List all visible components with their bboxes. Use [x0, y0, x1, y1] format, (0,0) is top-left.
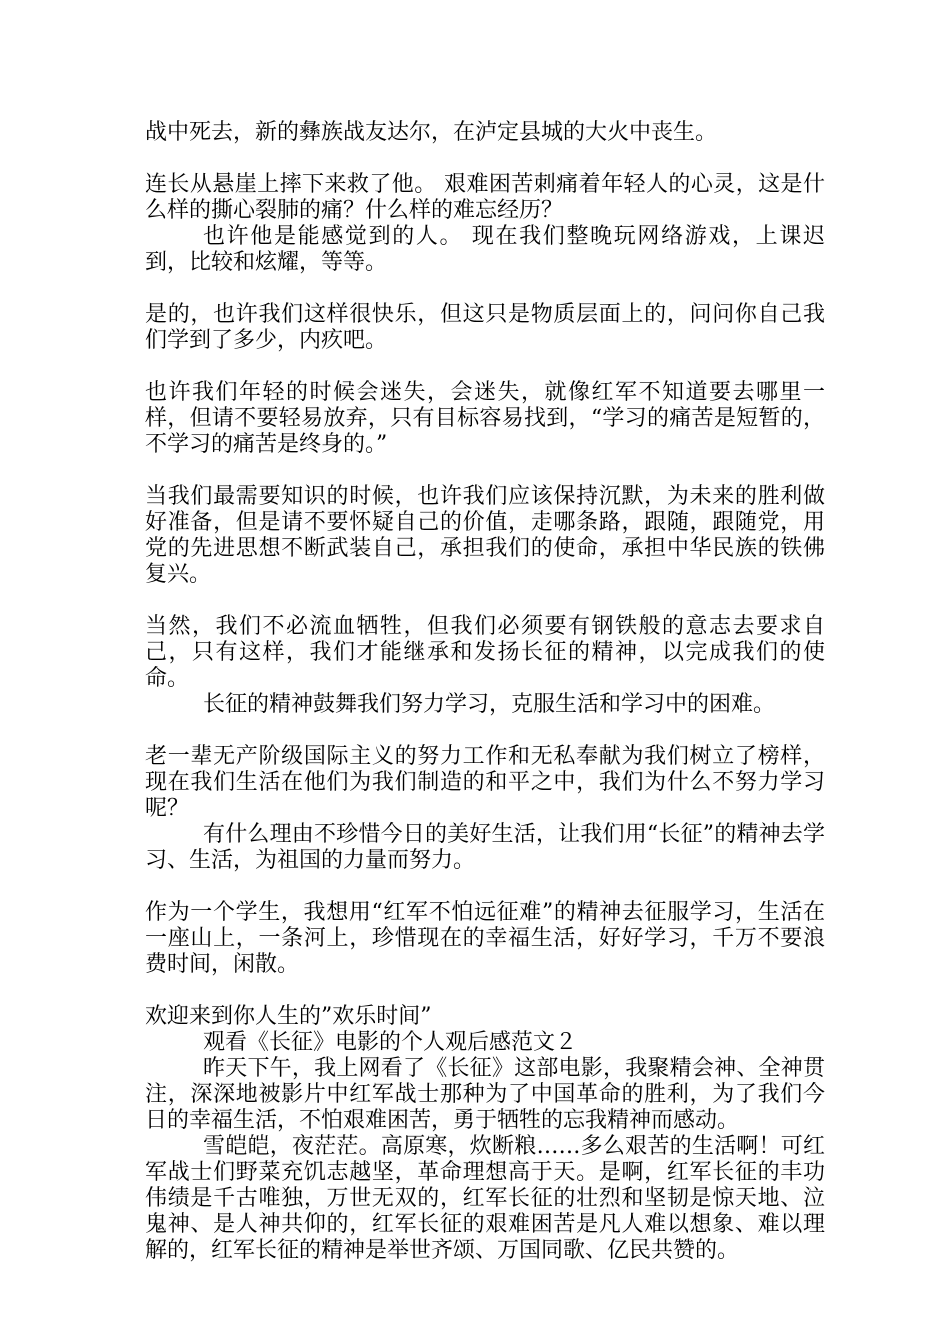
paragraph-5: 也许我们年轻的时候会迷失，会迷失，就像红军不知道要去哪里一样，但请不要轻易放弃，只有目标容易找到，“学习的痛苦是短暂的，不学习的痛苦是终身的。” [145, 380, 825, 457]
paragraph-8: 长征的精神鼓舞我们努力学习，克服生活和学习中的困难。 [203, 692, 776, 717]
paragraph-6: 当我们最需要知识的时候，也许我们应该保持沉默，为未来的胜利做好准备，但是请不要怀疑自己的价值，走哪条路，跟随，跟随党，用党的先进思想不断武装自己，承担我们的使命，承担中华民族的铁佛复兴。 [145, 484, 825, 587]
paragraph-10: 有什么理由不珍惜今日的美好生活，让我们用“长征”的精神去学习、生活，为祖国的力量而努力。 [145, 822, 825, 873]
paragraph-1: 战中死去，新的彝族战友达尔，在泸定县城的大火中丧生。 [145, 120, 718, 145]
paragraph-14: 雪皑皑，夜茫茫。高原寒，炊断粮……多么艰苦的生活啊！可红军战士们野菜充饥志越坚，革命理想高于天。是啊，红军长征的丰功伟绩是千古唯独，万世无双的，红军长征的壮烈和坚韧是惊天地、泣鬼神、是人神共仰的，红军长征的艰难困苦是凡人难以想象、难以理解的，红军长征的精神是举世齐颂、万国同歌、亿民共赞的。 [145, 1134, 825, 1263]
section-heading: 观看《长征》电影的个人观后感范文２ [203, 1030, 578, 1055]
paragraph-13: 昨天下午，我上网看了《长征》这部电影，我聚精会神、全神贯注，深深地被影片中红军战士那种为了中国革命的胜利，为了我们今日的幸福生活，不怕艰难困苦，勇于牺牲的忘我精神而感动。 [145, 1056, 825, 1133]
paragraph-7: 当然，我们不必流血牺牲，但我们必须要有钢铁般的意志去要求自己，只有这样，我们才能继承和发扬长征的精神，以完成我们的使命。 [145, 614, 825, 691]
document-body [145, 120, 825, 1264]
paragraph-2: 连长从悬崖上摔下来救了他。 艰难困苦刺痛着年轻人的心灵，这是什么样的撕心裂肺的痛？什么样的难忘经历？ [145, 172, 825, 223]
paragraph-9: 老一辈无产阶级国际主义的努力工作和无私奉献为我们树立了榜样，现在我们生活在他们为我们制造的和平之中，我们为什么不努力学习呢？ [145, 744, 825, 821]
paragraph-3: 也许他是能感觉到的人。 现在我们整晚玩网络游戏，上课迟到，比较和炫耀，等等。 [145, 224, 825, 275]
paragraph-11: 作为一个学生，我想用“红军不怕远征难”的精神去征服学习，生活在一座山上，一条河上，珍惜现在的幸福生活，好好学习，千万不要浪费时间，闲散。 [145, 900, 825, 977]
paragraph-12: 欢迎来到你人生的”欢乐时间” [145, 1004, 432, 1029]
paragraph-4: 是的，也许我们这样很快乐，但这只是物质层面上的，问问你自己我们学到了多少，内疚吧。 [145, 302, 825, 353]
